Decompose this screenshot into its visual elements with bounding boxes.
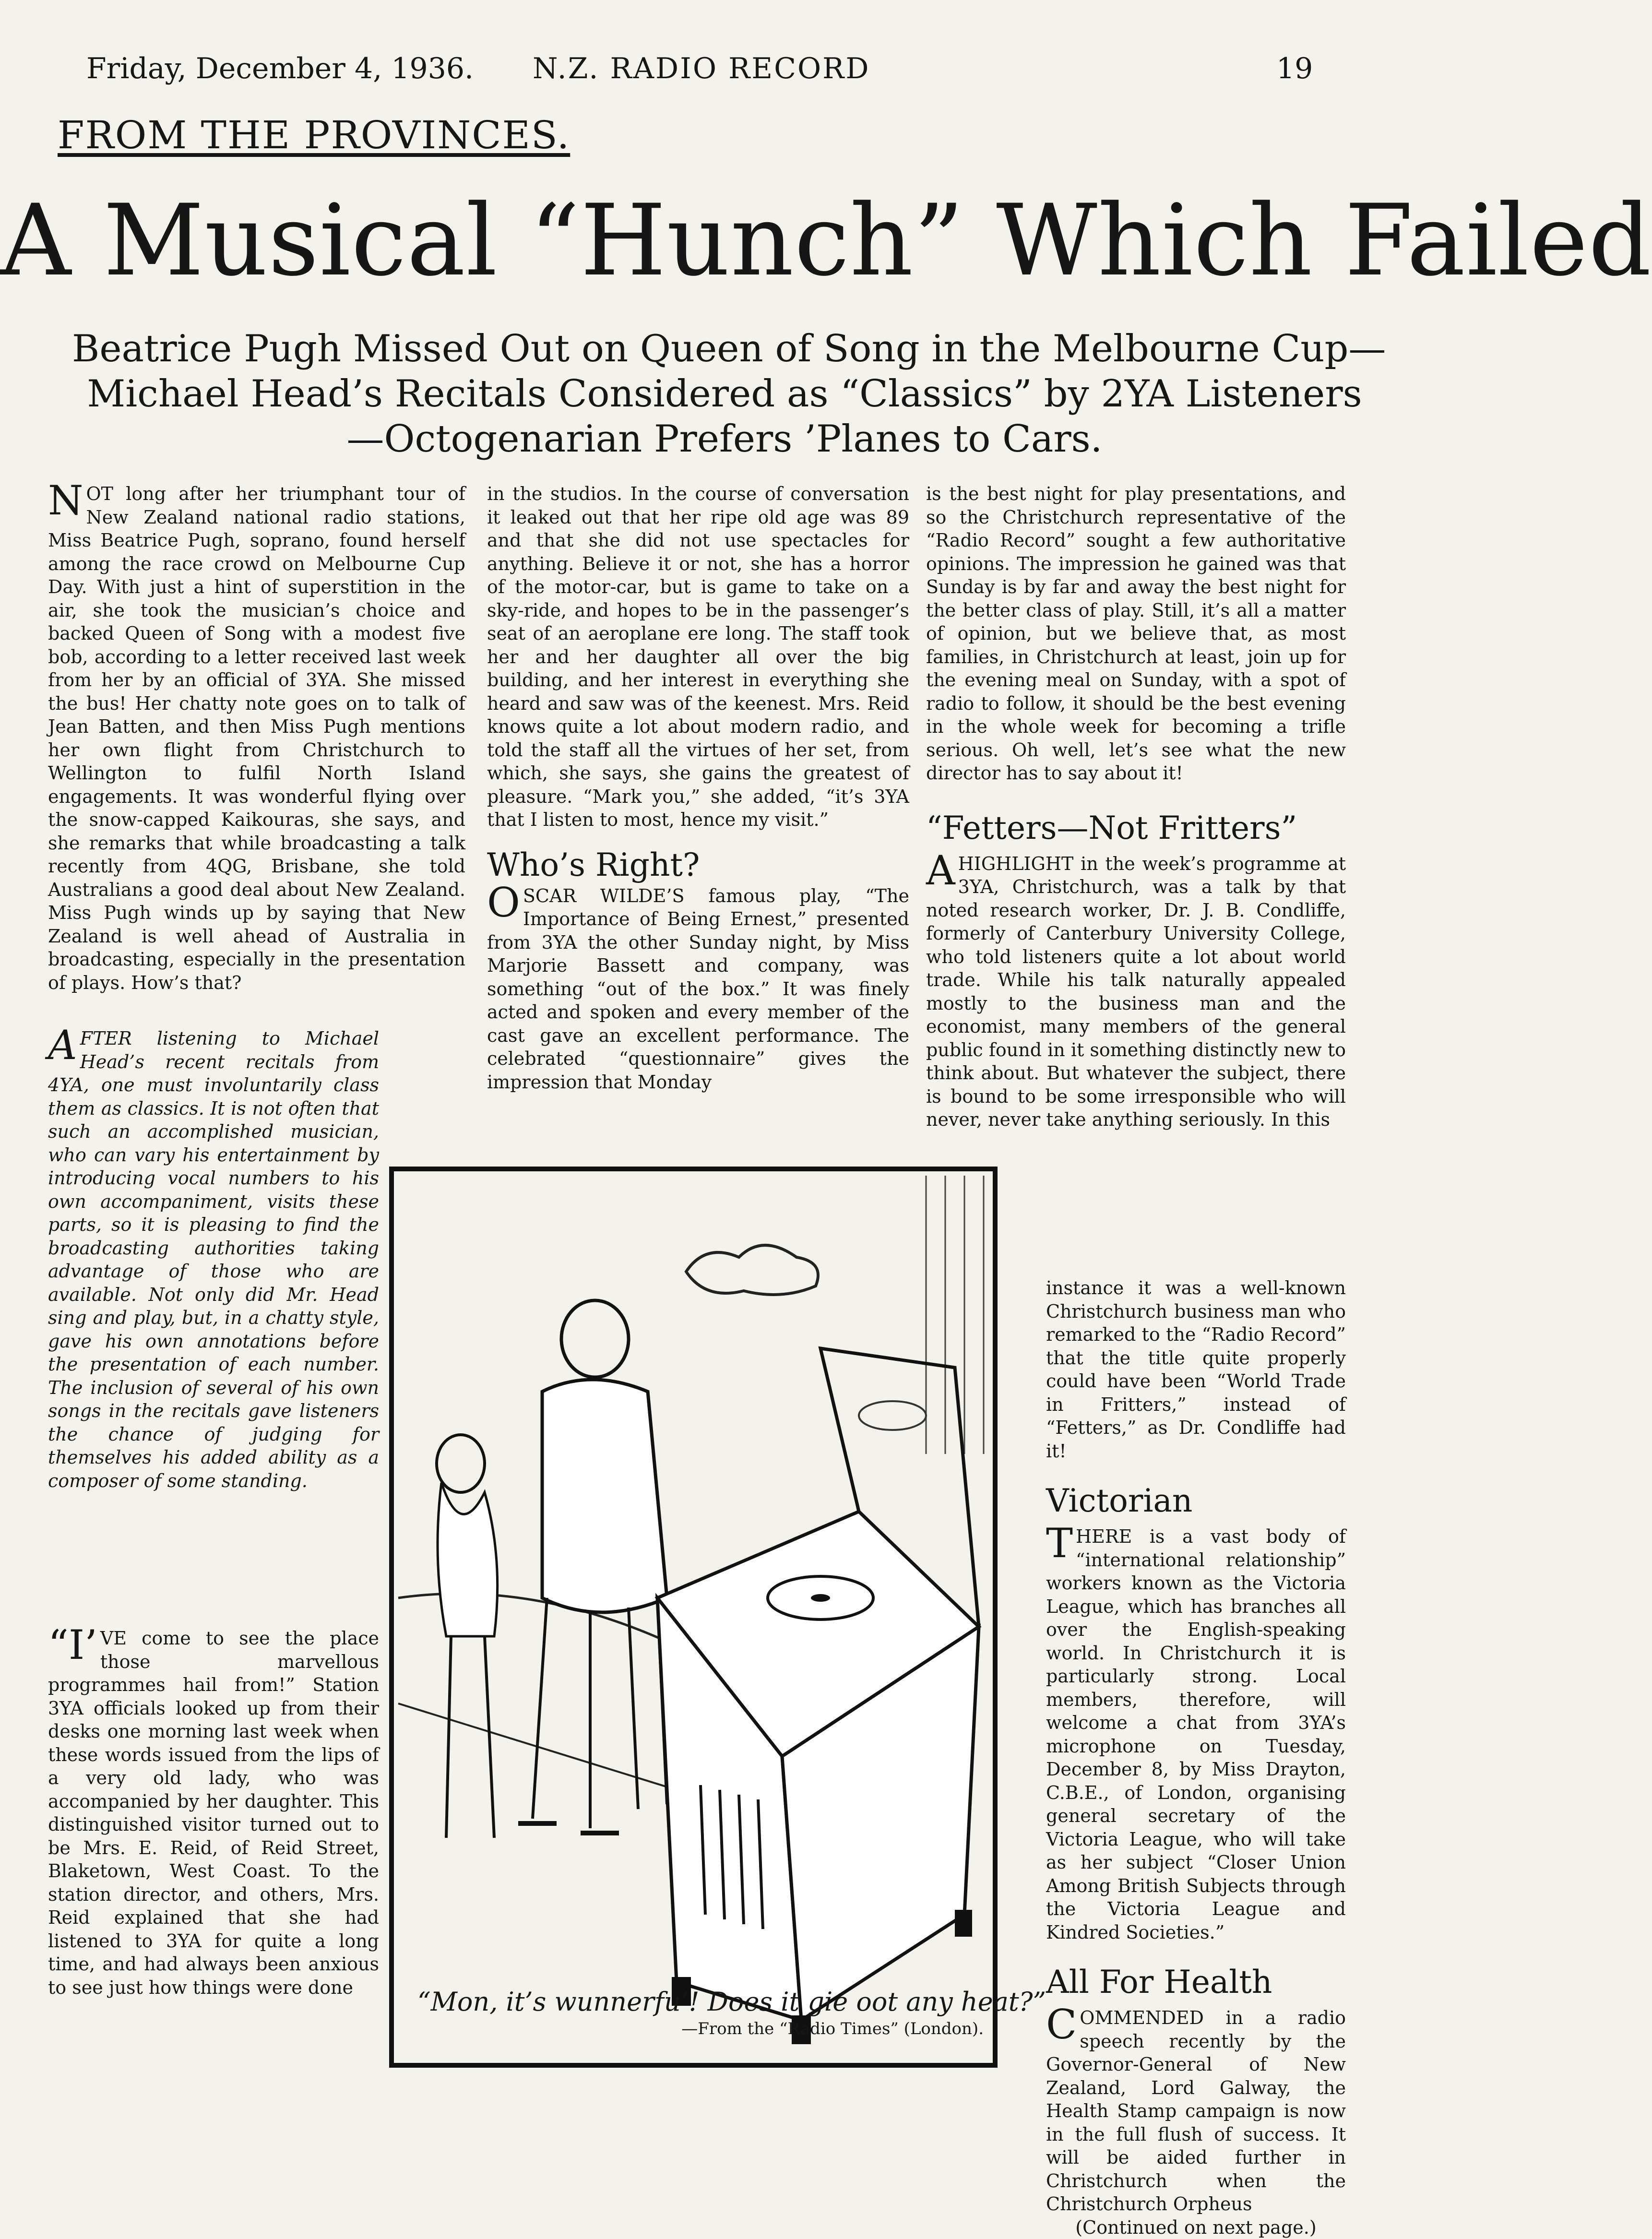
article-reid-continued: in the studios. In the course of conversation it leaked out that her ripe old age was 89 and that she did not use spectacles for anything. Believe it or not, she has a horror of the motor-car, but is game to take on a sky-ride, and hopes to be in the passenger’s seat of an aeroplane ere long. The staff took her and her daughter all over the big building, and her interest in everything she heard and saw was of the keenest. Mrs. Reid knows quite a lot about modern radio, and told the staff all the virtues of her set, from which, she says, she gains the greatest of pleasure. “Mark you,” she added, “it’s 3YA that I listen to most, hence my visit.” — [487, 482, 909, 832]
article-wilde: OSCAR WILDE’S famous play, “The Importance of Being Ernest,” presented from 3YA the other Sunday night, by Miss Marjorie Bassett and company, was something “out of the box.” It was finely acted and spoken and every member of the cast gave an excellent performance. The celebrated “questionnaire” gives the impression that Monday — [487, 884, 909, 1094]
subhead-whos-right: Who’s Right? — [487, 846, 909, 884]
headline: A Musical “Hunch” Which Failed — [0, 192, 1450, 290]
article-pugh: NOT long after her triumphant tour of New Zealand national radio stations, Miss Beatrice Pugh, soprano, found herself among the race crowd on Melbourne Cup Day. With just a hint of superstition in the air, she took the musician’s choice and backed Queen of Song with a modest five bob, according to a letter received last week from her by an official of 3YA. She missed the bus! Her chatty note goes on to talk of Jean Batten, and then Miss Pugh mentions her own flight from Christchurch to Wellington to fulfil North Island engagements. It was wonderful flying over the snow-capped Kaikouras, she says, and she remarks that while broadcasting a talk recently from 4QG, Brisbane, she told Australians a good deal about New Zealand. Miss Pugh winds up by saying that New Zealand is well ahead of Australia in broadcasting, especially in the presentation of plays. How’s that? — [48, 482, 465, 994]
column-2 — [487, 482, 909, 1094]
running-header — [86, 52, 1382, 90]
issue-date: Friday, December 4, 1936. — [86, 52, 474, 85]
subheadline — [72, 326, 1377, 462]
section-heading: FROM THE PROVINCES. — [58, 113, 570, 157]
subhead-victorian: Victorian — [1046, 1482, 1346, 1520]
publication-title: N.Z. RADIO RECORD — [533, 52, 870, 85]
cartoon-illustration — [389, 1166, 998, 2068]
continued-note: (Continued on next page.) — [1046, 2216, 1346, 2239]
subhead-all-for-health: All For Health — [1046, 1963, 1346, 2001]
cartoon-caption: “Mon, it’s wunnerfu’! Does it gie oot any heat?” — [417, 1987, 984, 2017]
column-1-bottom — [48, 1627, 379, 1999]
article-fetters: AHIGHLIGHT in the week’s programme at 3YA, Christchurch, was a talk by that noted research worker, Dr. J. B. Condliffe, formerly of Canterbury University College, who told listeners quite a lot about world trade. While his talk naturally appealed mostly to the business man and the economist, many members of the general public found in it something distinctly new to think about. But whatever the subject, there is bound to be some irresponsible who will never, never take anything seriously. In this — [926, 852, 1346, 1131]
cartoon-drawing — [389, 1166, 998, 2068]
subheadline-line: —Octogenarian Prefers ’Planes to Cars. — [72, 417, 1377, 462]
cartoon-credit: —From the “Radio Times” (London). — [417, 2019, 984, 2038]
article-fetters-cont: instance it was a well-known Christchurch business man who remarked to the “Radio Record” that the title quite properly could have been “World Trade in Fritters,” instead of “Fetters,” as Dr. Condliffe had it! — [1046, 1276, 1346, 1463]
article-old-lady: “I’VE come to see the place those marvellous programmes hail from!” Station 3YA officials looked up from their desks one morning last week when these words issued from the lips of a very old lady, who was accompanied by her daughter. This distinguished visitor turned out to be Mrs. E. Reid, of Reid Street, Blaketown, West Coast. To the station director, and others, Mrs. Reid explained that she had listened to 3YA for quite a long time, and had always been anxious to see just how things were done — [48, 1627, 379, 1999]
page-number: 19 — [1276, 52, 1313, 85]
subheadline-line: Michael Head’s Recitals Considered as “Classics” by 2YA Listeners — [72, 371, 1377, 417]
column-3-narrow — [1046, 1276, 1346, 2239]
article-head-recitals: AFTER listening to Michael Head’s recent recitals from 4YA, one must involuntarily class them as classics. It is not often that such an accomplished musician, who can vary his entertainment by introducing vocal numbers to his own accompaniment, visits these parts, so it is pleasing to find the broadcasting authorities taking advantage of those who are available. Not only did Mr. Head sing and play, but, in a chatty style, gave his own annotations before the presentation of each number. The inclusion of several of his own songs in the recitals gave listeners the chance of judging for themselves his added ability as a composer of some standing. — [48, 1027, 379, 1492]
article-health: COMMENDED in a radio speech recently by the Governor-General of New Zealand, Lord Galway, the Health Stamp campaign is now in the full flush of success. It will be aided further in Christchurch when the Christchurch Orpheus — [1046, 2006, 1346, 2216]
article-play-continued: is the best night for play presentations, and so the Christchurch representative of the “Radio Record” sought a few authoritative opinions. The impression he gained was that Sunday is by far and away the best night for the better class of play. Still, it’s all a matter of opinion, but we believe that, as most families, in Christchurch at least, join up for the evening meal on Sunday, with a spot of radio to follow, it should be the best evening in the whole week for becoming a trifle serious. Oh well, let’s see what the new director has to say about it! — [926, 482, 1346, 785]
subheadline-line: Beatrice Pugh Missed Out on Queen of Song in the Melbourne Cup— — [72, 326, 1377, 371]
column-3 — [926, 482, 1346, 1131]
article-victorian: THERE is a vast body of “international relationship” workers known as the Victoria League, which has branches all over the English-speaking world. In Christchurch it is particularly strong. Local members, therefore, will welcome a chat from 3YA’s microphone on Tuesday, December 8, by Miss Drayton, C.B.E., of London, organising general secretary of the Victoria League, who will take as her subject “Closer Union Among British Subjects through the Victoria League and Kindred Societies.” — [1046, 1525, 1346, 1944]
subhead-fetters: “Fetters—Not Fritters” — [926, 809, 1346, 847]
column-1 — [48, 482, 465, 994]
